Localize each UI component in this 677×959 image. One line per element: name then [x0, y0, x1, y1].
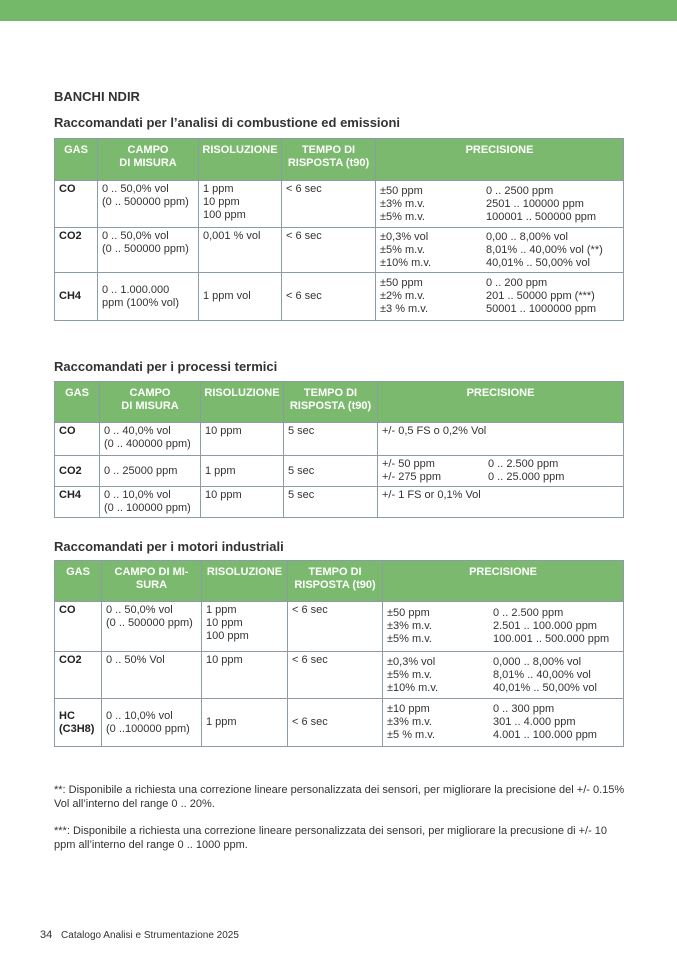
precisione-ranges	[488, 458, 619, 484]
gas-cell	[55, 602, 102, 652]
header-tempo-di-risposta	[282, 139, 376, 181]
cell-line: 0 .. 2500 ppm	[486, 184, 554, 197]
header-risoluzione	[199, 139, 282, 181]
precisione-values	[387, 656, 493, 695]
header-campo-di-misura	[102, 561, 202, 602]
table-row	[55, 652, 624, 699]
cell-line: 0 .. 50% Vol	[106, 654, 165, 666]
header-line: PRECISIONE	[469, 566, 537, 578]
table-processi-termici	[54, 381, 624, 518]
header-line: GAS	[65, 387, 89, 399]
tempo-cell	[282, 228, 376, 273]
precisione-cell	[383, 602, 624, 652]
top-color-bar	[0, 0, 677, 21]
cell-line: ±5% m.v.	[380, 243, 425, 256]
header-campo-di-misura	[98, 139, 199, 181]
precisione-cell	[378, 456, 624, 487]
precisione-ranges	[493, 607, 619, 646]
header-line: TEMPO DI	[308, 566, 362, 578]
campo-cell	[98, 273, 199, 321]
cell-line: (0 .. 500000 ppm)	[106, 617, 193, 629]
cell-line: ±10% m.v.	[387, 681, 439, 694]
cell-line: 2.501 .. 100.000 ppm	[493, 620, 597, 632]
precisione-ranges	[486, 231, 619, 270]
cell-line: 1 ppm	[203, 183, 234, 195]
cell-line: < 6 sec	[286, 230, 322, 242]
campo-cell	[102, 652, 202, 699]
precisione-values	[387, 703, 493, 742]
cell-line: CO2	[59, 230, 82, 242]
catalog-name: Catalogo Analisi e Strumentazione 2025	[61, 930, 239, 941]
tempo-cell	[288, 652, 383, 699]
cell-line: (0 .. 500000 ppm)	[102, 196, 189, 208]
cell-line: 100001 .. 500000 ppm	[486, 210, 597, 223]
table-title-processi-termici: Raccomandati per i processi termici	[54, 359, 278, 374]
header-risoluzione	[202, 561, 288, 602]
precisione-content	[380, 185, 619, 224]
header-line: SURA	[135, 579, 168, 591]
gas-cell	[55, 652, 102, 699]
cell-line: 5 sec	[288, 489, 315, 501]
header-line: DI MISURA	[119, 157, 177, 169]
header-line: RISPOSTA (t90)	[287, 157, 370, 169]
cell-line: < 6 sec	[292, 654, 328, 666]
header-row	[55, 382, 624, 423]
precisione-cell	[376, 228, 624, 273]
cell-line: 0 .. 25000 ppm	[104, 464, 178, 477]
cell-line: HC	[59, 709, 75, 722]
table-row	[55, 699, 624, 747]
cell-line: 5 sec	[288, 464, 315, 477]
precisione-values	[380, 277, 486, 316]
risoluzione-cell	[199, 273, 282, 321]
header-line: CAMPO	[127, 144, 169, 156]
precisione-values	[382, 489, 488, 502]
cell-line: (C3H8)	[59, 722, 95, 735]
tempo-cell	[288, 602, 383, 652]
precisione-content	[380, 277, 619, 316]
header-line: RISPOSTA (t90)	[289, 400, 372, 412]
cell-line: CO2	[59, 654, 82, 666]
cell-line: < 6 sec	[286, 290, 322, 302]
cell-line: 0,00 .. 8,00% vol	[486, 230, 568, 243]
precisione-values	[382, 425, 488, 438]
campo-cell	[98, 181, 199, 228]
header-line: GAS	[66, 566, 90, 578]
cell-line: 100 ppm	[203, 209, 246, 221]
tempo-cell	[288, 699, 383, 747]
table-motori-industriali	[54, 560, 624, 747]
precisione-ranges	[493, 656, 619, 695]
cell-line: ±5 % m.v.	[387, 729, 436, 741]
tempo-cell	[282, 273, 376, 321]
risoluzione-cell	[201, 423, 284, 456]
cell-line: 0 .. 2.500 ppm	[493, 607, 564, 619]
header-line: PRECISIONE	[465, 144, 534, 156]
cell-line: 40,01% .. 50,00% vol	[486, 256, 590, 269]
precisione-content	[387, 703, 619, 742]
cell-line: 10 ppm	[205, 425, 242, 437]
cell-line: 0 .. 10,0% vol	[106, 709, 173, 722]
cell-line: ±10% m.v.	[380, 256, 432, 269]
table-row	[55, 487, 624, 518]
precisione-cell	[383, 699, 624, 747]
table-title-combustione: Raccomandati per l’analisi di combustione ed emissioni	[54, 115, 401, 130]
cell-line: +/- 50 ppm	[382, 458, 435, 470]
precisione-values	[380, 231, 486, 270]
precisione-cell	[376, 273, 624, 321]
header-tempo-di-risposta	[288, 561, 383, 602]
cell-line: ±3% m.v.	[387, 716, 432, 728]
header-line: RISPOSTA (t90)	[294, 579, 376, 591]
campo-cell	[100, 423, 201, 456]
table-title-motori-industriali: Raccomandati per i motori industriali	[54, 539, 284, 554]
cell-line: CH4	[59, 290, 82, 302]
header-line: TEMPO DI	[303, 387, 358, 399]
cell-line: ±0,3% vol	[380, 230, 429, 243]
risoluzione-cell	[201, 456, 284, 487]
tempo-cell	[282, 181, 376, 228]
tempo-cell	[284, 487, 378, 518]
cell-line: 8,01% .. 40,00% vol (**)	[486, 243, 603, 256]
cell-line: ±2% m.v.	[380, 290, 425, 302]
header-tempo-di-risposta	[284, 382, 378, 423]
cell-line: CO2	[59, 464, 82, 477]
cell-line: (0 ..100000 ppm)	[106, 722, 190, 735]
cell-line: 0 .. 2.500 ppm	[488, 458, 559, 470]
header-gas	[55, 561, 102, 602]
cell-line: +/- 1 FS or 0,1% Vol	[382, 489, 481, 501]
precisione-cell	[383, 652, 624, 699]
cell-line: ±5% m.v.	[380, 210, 425, 223]
cell-line: ±0,3% vol	[387, 655, 436, 668]
table-row	[55, 273, 624, 321]
cell-line: ±50 ppm	[380, 184, 423, 197]
cell-line: ±3% m.v.	[387, 620, 432, 632]
cell-line: 1 ppm	[206, 604, 237, 616]
cell-line: 10 ppm	[206, 617, 243, 629]
page-footer	[40, 929, 239, 941]
cell-line: 40,01% .. 50,00% vol	[493, 681, 597, 694]
precisione-values	[380, 185, 486, 224]
header-line: GAS	[64, 144, 88, 156]
cell-line: 0 .. 50,0% vol	[102, 230, 169, 242]
cell-line: 100.001 .. 500.000 ppm	[493, 633, 610, 645]
cell-line: (0 .. 100000 ppm)	[104, 502, 191, 514]
cell-line: 0 .. 300 ppm	[493, 703, 555, 715]
cell-line: 1 ppm	[206, 716, 237, 728]
cell-line: 0 .. 50,0% vol	[106, 604, 173, 616]
header-precisione	[378, 382, 624, 423]
campo-cell	[100, 456, 201, 487]
precisione-cell	[378, 487, 624, 518]
cell-line: 10 ppm	[205, 489, 242, 501]
cell-line: CH4	[59, 489, 82, 501]
cell-line: 0 .. 50,0% vol	[102, 183, 169, 195]
risoluzione-cell	[202, 602, 288, 652]
header-campo-di-misura	[100, 382, 201, 423]
precisione-content	[380, 231, 619, 270]
table-row	[55, 228, 624, 273]
cell-line: CO	[59, 425, 76, 437]
gas-cell	[55, 423, 100, 456]
header-precisione	[376, 139, 624, 181]
cell-line: ±3% m.v.	[380, 197, 425, 210]
cell-line: 0 .. 25.000 ppm	[488, 471, 565, 483]
cell-line: 4.001 .. 100.000 ppm	[493, 729, 597, 741]
gas-cell	[55, 273, 98, 321]
cell-line: 100 ppm	[206, 630, 249, 642]
cell-line: 50001 .. 1000000 ppm	[486, 303, 597, 315]
cell-line: < 6 sec	[286, 183, 322, 195]
table-row	[55, 602, 624, 652]
gas-cell	[55, 181, 98, 228]
cell-line: ±5% m.v.	[387, 668, 432, 681]
cell-line: ±10 ppm	[387, 703, 430, 715]
precisione-content	[382, 458, 619, 484]
header-line: CAMPO DI MI-	[114, 566, 189, 578]
header-row	[55, 561, 624, 602]
risoluzione-cell	[202, 699, 288, 747]
gas-cell	[55, 487, 100, 518]
cell-line: < 6 sec	[292, 716, 328, 728]
header-line: RISOLUZIONE	[204, 387, 280, 399]
precisione-content	[387, 656, 619, 695]
header-line: CAMPO	[129, 387, 171, 399]
campo-cell	[100, 487, 201, 518]
cell-line: ±3 % m.v.	[380, 303, 429, 315]
cell-line: 10 ppm	[206, 654, 243, 666]
cell-line: 2501 .. 100000 ppm	[486, 197, 584, 210]
header-precisione	[383, 561, 624, 602]
cell-line: 0,001 % vol	[203, 230, 261, 242]
cell-line: 5 sec	[288, 425, 315, 437]
cell-line: ±5% m.v.	[387, 633, 432, 645]
table-combustione	[54, 138, 624, 321]
header-gas	[55, 139, 98, 181]
gas-cell	[55, 456, 100, 487]
risoluzione-cell	[199, 228, 282, 273]
cell-line: 0 .. 10,0% vol	[104, 489, 171, 501]
tempo-cell	[284, 456, 378, 487]
cell-line: +/- 275 ppm	[382, 471, 442, 483]
table-row	[55, 456, 624, 487]
precisione-ranges	[486, 185, 619, 224]
table-row	[55, 181, 624, 228]
cell-line: 1 ppm vol	[203, 290, 251, 302]
cell-line: 0 .. 200 ppm	[486, 277, 548, 289]
header-line: RISOLUZIONE	[206, 566, 283, 578]
cell-line: (0 .. 400000 ppm)	[104, 438, 191, 450]
cell-line: 201 .. 50000 ppm (***)	[486, 290, 595, 302]
cell-line: ±50 ppm	[387, 607, 430, 619]
cell-line: 0 .. 1.000.000	[102, 283, 170, 296]
footnote-double-asterisk: **: Disponibile a richiesta una correzione lineare personalizzata dei sensori, per migliorare la precisione del +/- 0.15% Vol all’interno del range 0 .. 20%.	[54, 784, 625, 810]
precisione-values	[387, 607, 493, 646]
cell-line: ±50 ppm	[380, 277, 423, 289]
campo-cell	[102, 699, 202, 747]
precisione-content	[382, 425, 619, 438]
header-line: DI MISURA	[121, 400, 179, 412]
cell-line: CO	[59, 604, 76, 616]
section-title: BANCHI NDIR	[54, 89, 140, 104]
cell-line: 0 .. 40,0% vol	[104, 425, 171, 437]
page-number: 34	[40, 929, 53, 941]
cell-line: 301 .. 4.000 ppm	[493, 716, 576, 728]
cell-line: < 6 sec	[292, 604, 328, 616]
footnote-triple-asterisk: ***: Disponibile a richiesta una correzione lineare personalizzata dei sensori, per migliorare la precusione di +/- 10 ppm all’interno del range 0 .. 1000 ppm.	[54, 825, 608, 851]
cell-line: CO	[59, 183, 76, 195]
cell-line: 10 ppm	[203, 196, 240, 208]
precisione-cell	[376, 181, 624, 228]
precisione-content	[382, 489, 619, 502]
header-line: RISOLUZIONE	[202, 144, 278, 156]
gas-cell	[55, 699, 102, 747]
header-gas	[55, 382, 100, 423]
risoluzione-cell	[201, 487, 284, 518]
campo-cell	[102, 602, 202, 652]
cell-line: +/- 0,5 FS o 0,2% Vol	[382, 425, 487, 437]
precisione-values	[382, 458, 488, 484]
cell-line: ppm (100% vol)	[102, 296, 180, 309]
header-line: PRECISIONE	[466, 387, 535, 399]
cell-line: 0,000 .. 8,00% vol	[493, 655, 582, 668]
precisione-content	[387, 607, 619, 646]
risoluzione-cell	[199, 181, 282, 228]
cell-line: 8,01% .. 40,00% vol	[493, 668, 591, 681]
precisione-ranges	[493, 703, 619, 742]
gas-cell	[55, 228, 98, 273]
precisione-cell	[378, 423, 624, 456]
cell-line: 1 ppm	[205, 464, 236, 477]
cell-line: (0 .. 500000 ppm)	[102, 243, 189, 255]
campo-cell	[98, 228, 199, 273]
table-row	[55, 423, 624, 456]
risoluzione-cell	[202, 652, 288, 699]
tempo-cell	[284, 423, 378, 456]
header-line: TEMPO DI	[301, 144, 356, 156]
precisione-ranges	[486, 277, 619, 316]
header-risoluzione	[201, 382, 284, 423]
header-row	[55, 139, 624, 181]
